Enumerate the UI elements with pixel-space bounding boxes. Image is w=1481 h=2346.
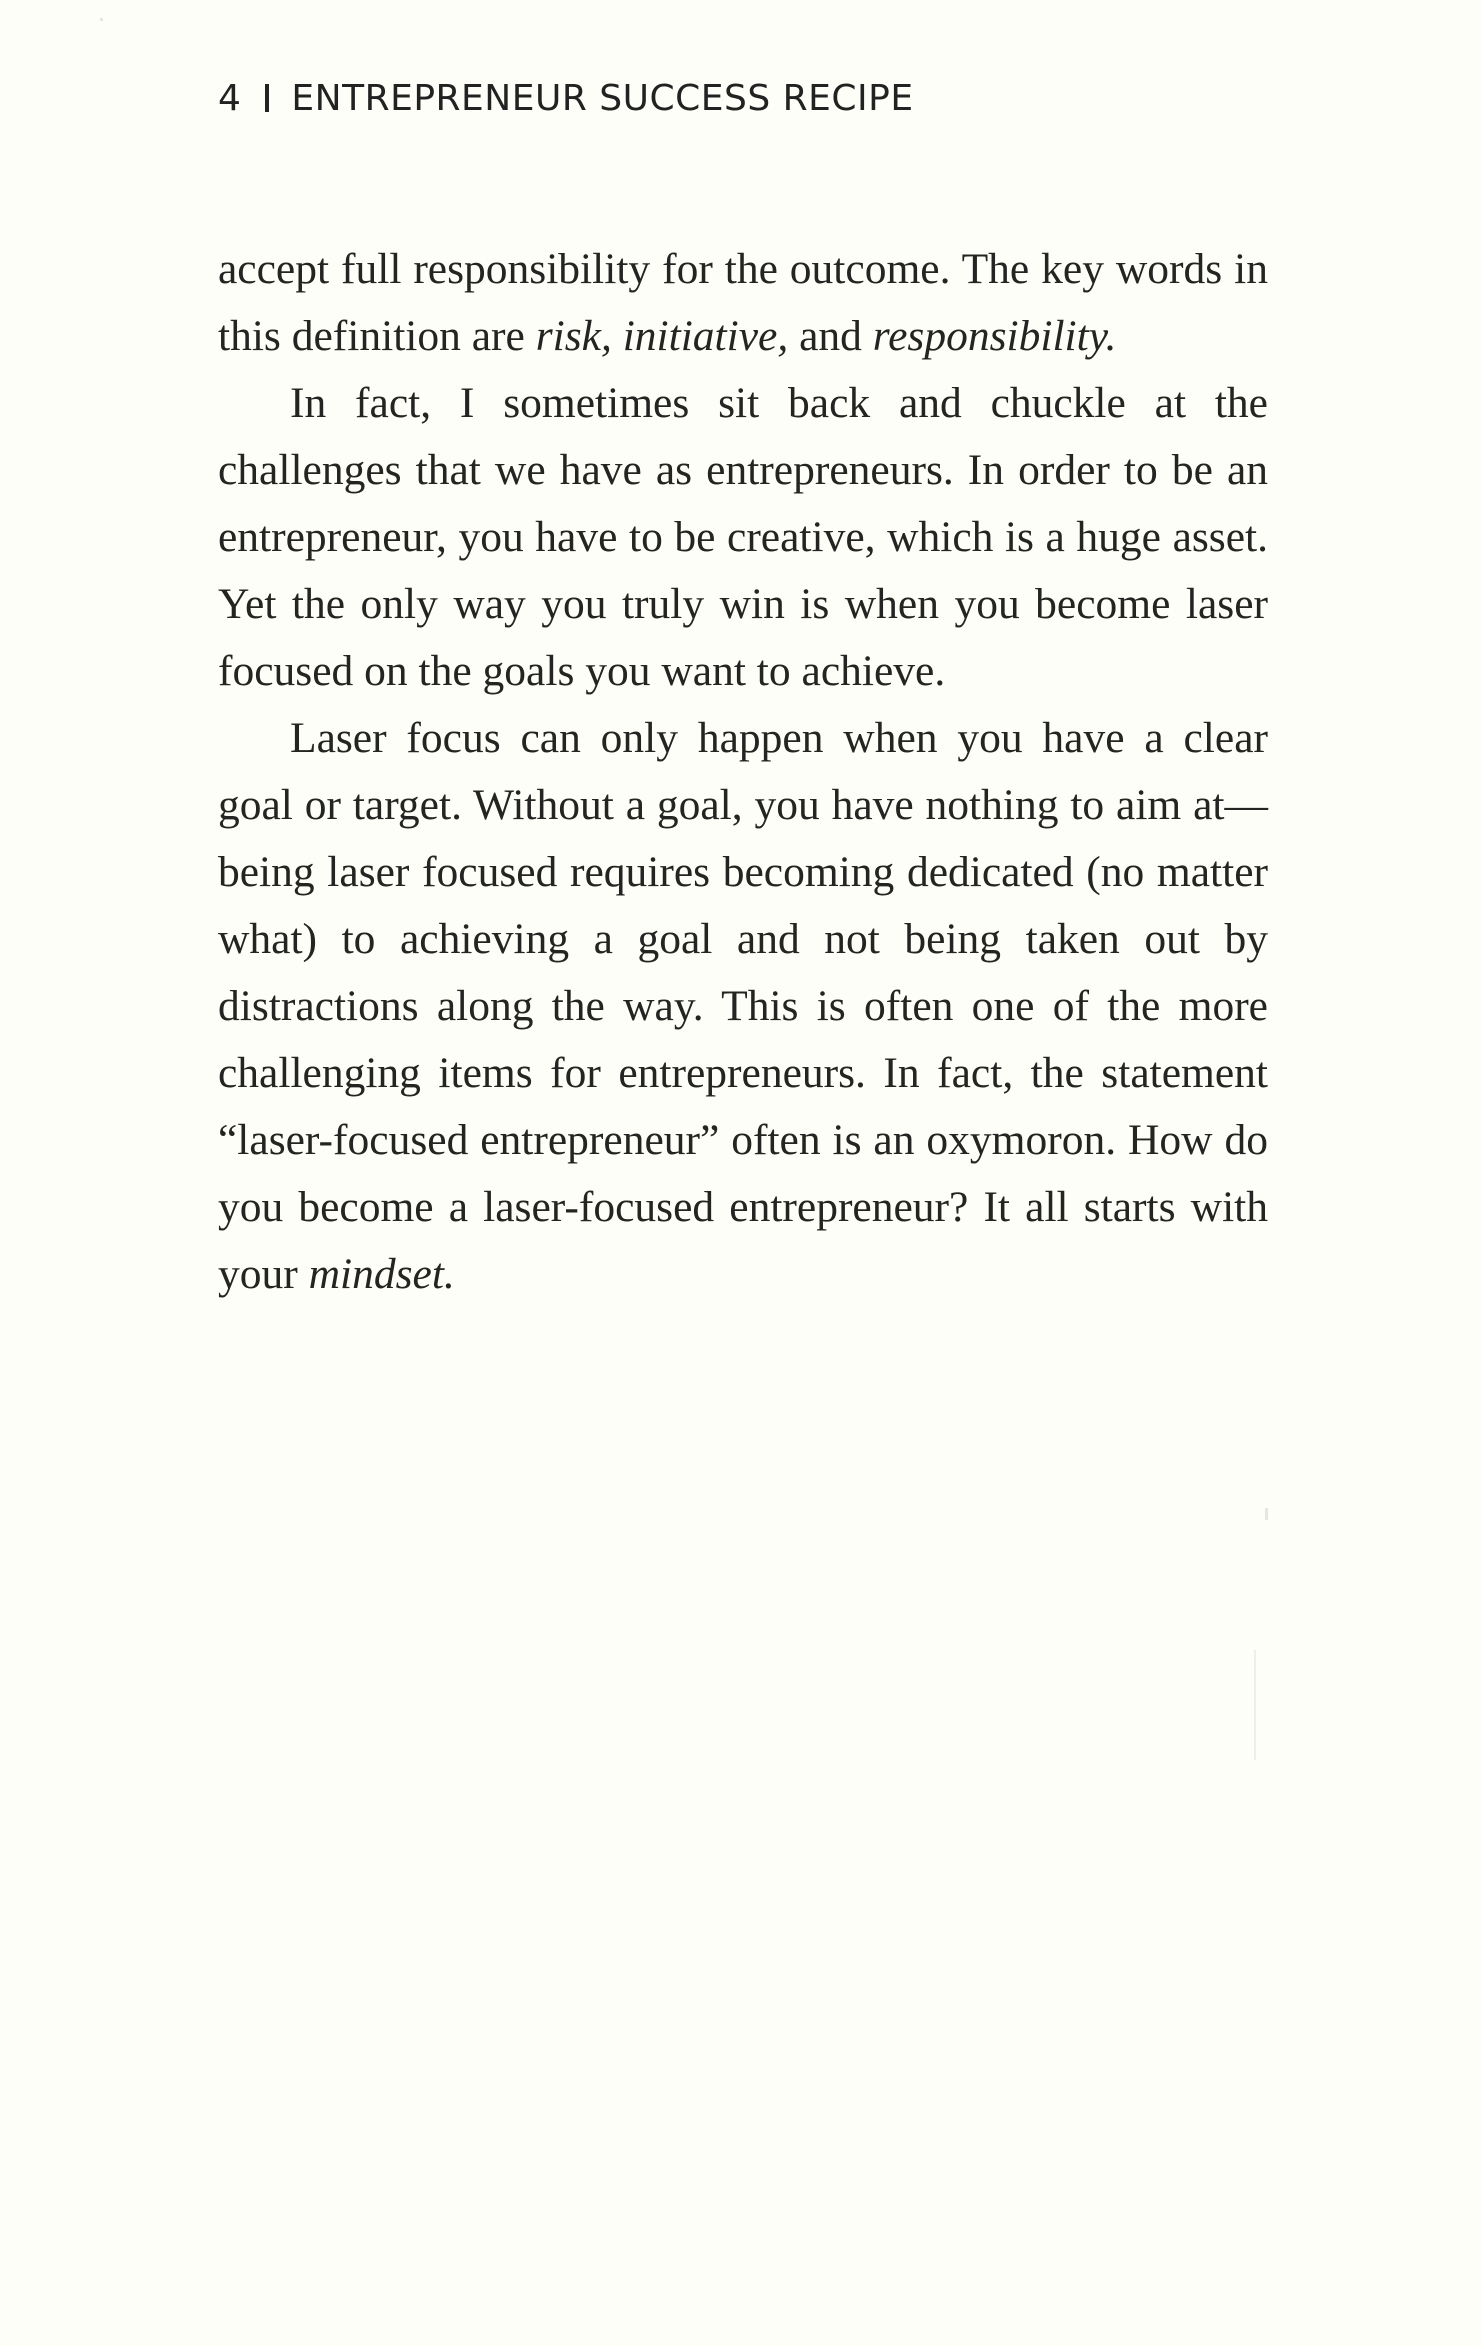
scan-speck: [1265, 1508, 1268, 1520]
body-text: [218, 236, 1268, 1308]
scan-speck: [1254, 1650, 1256, 1760]
scan-speck: [100, 18, 103, 21]
book-title: ENTREPRENEUR SUCCESS RECIPE: [291, 78, 914, 119]
paragraph-1: [218, 236, 1268, 370]
paragraph-2: In fact, I sometimes sit back and chuckle at the challenges that we have as entrepreneurs. In order to be an entrepreneur, you have to be creative, which is a huge asset. Yet the only way you truly win is when you become laser focused on the goals you want to achieve.: [218, 379, 1268, 695]
paragraph-1-and: and: [788, 312, 873, 360]
paragraph-3-text: Laser focus can only happen when you have a clear goal or target. Without a goal, you have nothing to aim at—being laser focused requires becoming dedicated (no matter what) to achieving a goal and not being taken out by distractions along the way. This is often one of the more challenging items for entrepreneurs. In fact, the statement “laser-focused entrepreneur” often is an oxymoron. How do you become a laser-focused entrepreneur? It all starts with your: [218, 714, 1268, 1298]
space: [612, 312, 623, 360]
page-number: 4: [218, 78, 242, 119]
italic-responsibility: responsibility.: [872, 312, 1117, 360]
paragraph-3: [218, 705, 1268, 1308]
paragraph-1-text: accept full responsibility for the outcome. The key words in this definition are: [218, 245, 1268, 360]
header-divider: [265, 84, 269, 112]
italic-initiative: initiative,: [622, 312, 789, 360]
italic-mindset: mindset.: [308, 1250, 455, 1298]
italic-risk: risk,: [535, 312, 612, 360]
running-head: [218, 78, 914, 119]
